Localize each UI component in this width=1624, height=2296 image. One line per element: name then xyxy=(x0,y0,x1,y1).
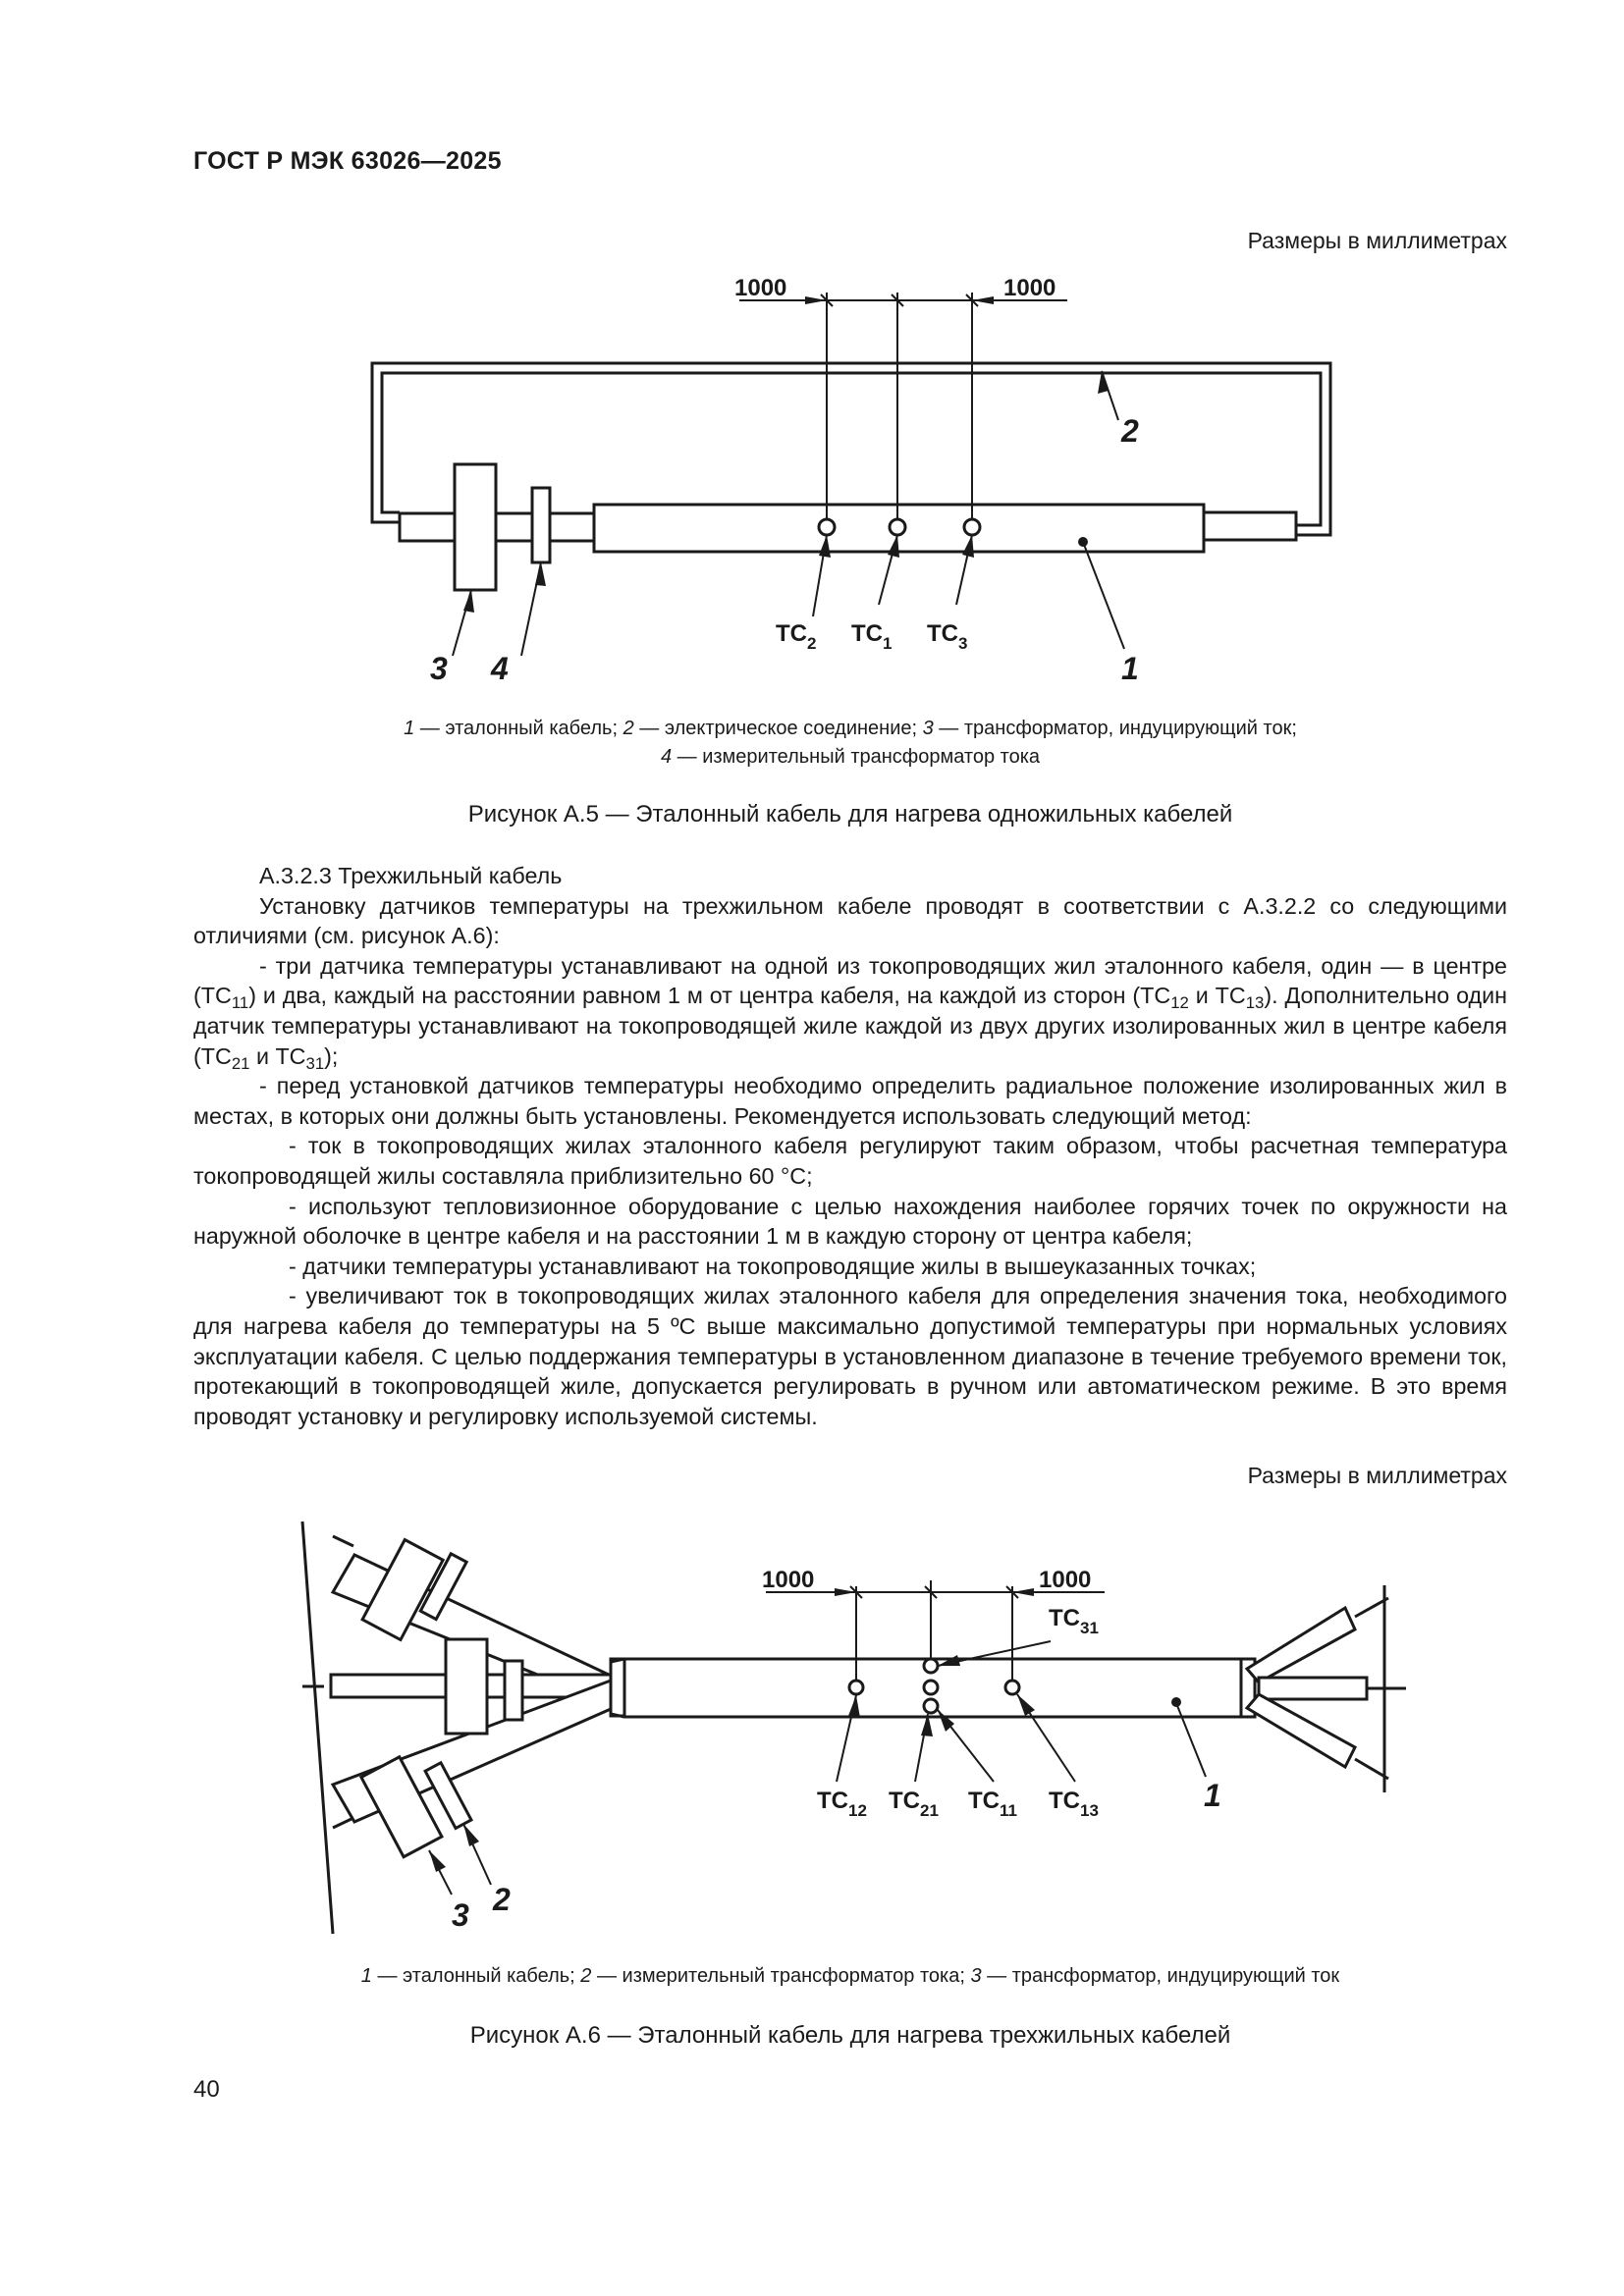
right-stub xyxy=(550,513,594,541)
paragraph-1: Установку датчиков температуры на трехжильном кабеле проводят в соответствии с А.3.2.2 со следующими отличиями (см. рисунок А.6): xyxy=(193,892,1507,949)
figure6-caption: Рисунок А.6 — Эталонный кабель для нагрева трехжильных кабелей xyxy=(469,2022,1231,2049)
tc2-label: $TC_2$ xyxy=(776,620,817,653)
current-inducing-transformer xyxy=(455,464,496,590)
tc13-label: $TC_{13}$ xyxy=(1049,1788,1099,1820)
figure5-diagram xyxy=(0,0,1624,707)
figure6-legend-line1: 1 — эталонный кабель; 2 — измерительный трансформатор тока; 3 — трансформатор, индуцирующий ток xyxy=(360,1965,1340,1987)
fig6-dim-right-label: 1000 xyxy=(1039,1567,1092,1593)
fig6-callout-1: 1 xyxy=(1204,1778,1221,1813)
figure5-legend-line1: 1 — эталонный кабель; 2 — электрическое соединение; 3 — трансформатор, индуцирующий ток; xyxy=(404,718,1297,739)
paragraph-4: - ток в токопроводящих жилах эталонного кабеля регулируют таким образом, чтобы расчетная температура токопроводящей жилы составляла приблизительно 60 °С; xyxy=(193,1133,1507,1189)
end-stub xyxy=(1204,512,1296,540)
middle-right-core xyxy=(1259,1678,1367,1699)
tc12-label: $TC_{12}$ xyxy=(817,1788,867,1820)
callout-2: 2 xyxy=(1121,413,1139,449)
figure5-legend xyxy=(193,715,1507,772)
tc11-label: $TC_{11}$ xyxy=(968,1788,1017,1820)
paragraph-5: - используют тепловизионное оборудование с целью нахождения наиболее горячих точек по окружности на наружной оболочке в центре кабеля и на расстоянии 1 м в каждую сторону от центра кабеля; xyxy=(193,1193,1507,1250)
figure6-diagram xyxy=(0,1492,1624,1973)
paragraph-7: - увеличивают ток в токопроводящих жилах эталонного кабеля для определения значения тока, необходимого для нагрева кабеля до температуры на 5 ºС выше максимально допустимой температуры при нормальных условиях эксплуатации кабеля. С целью поддержания температуры в установленном диапазоне в течение требуемого времени ток, протекающий в токопроводящей жиле, допускается регулировать в ручном или автоматическом режиме. В это время проводят установку и регулировку используемой системы. xyxy=(193,1283,1507,1429)
document-header: ГОСТ Р МЭК 63026—2025 xyxy=(193,147,502,175)
fig6-dim-left-label: 1000 xyxy=(762,1567,815,1593)
left-frame-line xyxy=(302,1522,333,1934)
section-heading: А.3.2.3 Трехжильный кабель xyxy=(259,863,563,888)
middle-measuring-transformer xyxy=(505,1661,522,1720)
left-stub xyxy=(400,513,455,541)
paragraph-2: - три датчика температуры устанавливают на одной из токопроводящих жил эталонного кабеля, один — в центре $(TC_{11})$ и два, каждый на расстоянии равном 1 м от центра кабеля, на каждой из сторон ($TC_{12}$ и $TC_{13}$). Дополнительно один датчик температуры устанавливают на токопроводящей жиле каждой из двух других изолированных жил в центре кабеля ($TC_{21}$ и $TC_{31}$); xyxy=(193,952,1507,1073)
figure5-dimensions-note: Размеры в миллиметрах xyxy=(1247,228,1507,253)
section-body xyxy=(193,861,1507,1431)
dim-right-label: 1000 xyxy=(1003,275,1056,301)
figure5-caption: Рисунок А.5 — Эталонный кабель для нагрева одножильных кабелей xyxy=(467,801,1233,828)
reference-cable xyxy=(594,505,1204,552)
current-measuring-transformer xyxy=(532,488,550,562)
fig6-callout-2: 2 xyxy=(493,1882,511,1917)
dim-left-label: 1000 xyxy=(734,275,787,301)
paragraph-6: - датчики температуры устанавливают на токопроводящие жилы в вышеуказанных точках; xyxy=(289,1253,1257,1279)
paragraph-3: - перед установкой датчиков температуры необходимо определить радиальное положение изолированных жил в местах, в которых они должны быть установлены. Рекомендуется использовать следующий метод: xyxy=(193,1073,1507,1129)
callout-1: 1 xyxy=(1121,651,1139,686)
figure6-dimensions-note: Размеры в миллиметрах xyxy=(1247,1463,1507,1488)
figure6-legend xyxy=(193,1962,1507,1991)
tc31-label: $TC_{31}$ xyxy=(1049,1605,1099,1637)
tc3-label: $TC_3$ xyxy=(927,620,968,653)
middle-stub xyxy=(496,513,532,541)
callout-4: 4 xyxy=(491,651,509,686)
callout-1-leader xyxy=(1083,542,1124,649)
page-number: 40 xyxy=(193,2076,220,2103)
middle-inducing-transformer xyxy=(446,1639,487,1734)
connection-loop-inner xyxy=(382,373,1321,525)
lower-right-core xyxy=(1247,1694,1355,1767)
callout-3: 3 xyxy=(430,651,448,686)
figure5-legend-line2: 4 — измерительный трансформатор тока xyxy=(660,746,1041,768)
tc1-label: $TC_1$ xyxy=(851,620,893,653)
reference-cable-3core xyxy=(624,1659,1241,1717)
tc21-label: $TC_{21}$ xyxy=(889,1788,939,1820)
fig6-callout-3: 3 xyxy=(452,1897,469,1933)
upper-right-core xyxy=(1247,1608,1355,1682)
